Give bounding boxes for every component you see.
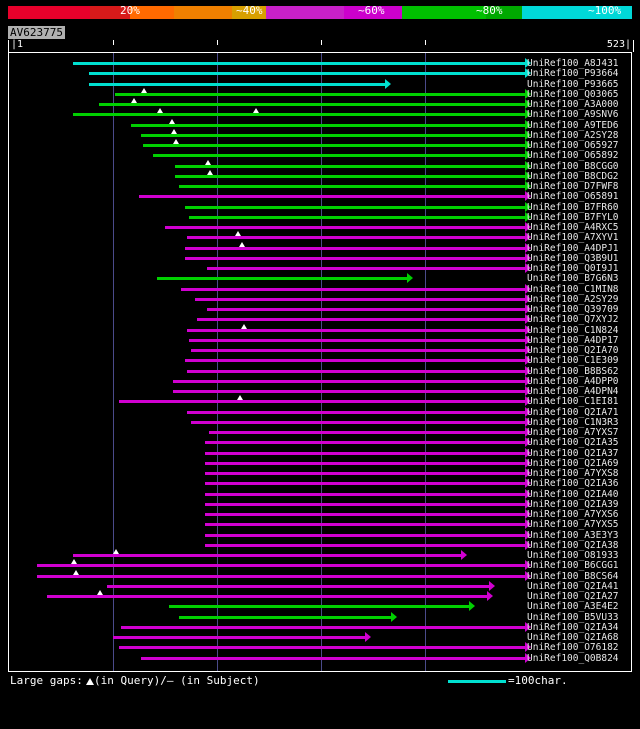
hit-label[interactable]: UniRef100_C1EI81	[527, 396, 619, 408]
query-gap-icon	[73, 570, 79, 575]
alignment-bar[interactable]	[205, 493, 525, 496]
legend-label: ~80%	[476, 4, 503, 17]
alignment-bar[interactable]	[173, 380, 525, 383]
hit-label[interactable]: UniRef100_A7YXS5	[527, 519, 619, 531]
alignment-bar[interactable]	[191, 421, 525, 424]
legend-segment	[8, 6, 90, 19]
hit-label[interactable]: UniRef100_Q2IA71	[527, 406, 619, 418]
alignment-bar[interactable]	[89, 83, 385, 86]
alignment-bar[interactable]	[205, 513, 525, 516]
hit-label[interactable]: UniRef100_Q0I9J1	[527, 263, 619, 274]
alignment-bar[interactable]	[73, 113, 525, 116]
alignment-bar[interactable]	[121, 626, 525, 629]
alignment-arrow-icon	[469, 601, 475, 611]
ruler-start-label: |1	[11, 39, 24, 50]
hit-label[interactable]: UniRef100_C1N3R3	[527, 416, 619, 428]
hit-label[interactable]: UniRef100_C1N824	[527, 324, 619, 336]
alignment-bar[interactable]	[115, 93, 525, 96]
hit-label[interactable]: UniRef100_P93664	[527, 68, 619, 80]
hit-label[interactable]: UniRef100_A9TED6	[527, 119, 619, 131]
alignment-bar[interactable]	[205, 462, 525, 465]
alignment-bar[interactable]	[99, 103, 525, 106]
hit-label[interactable]: UniRef100_C1E309	[527, 355, 619, 367]
hit-label[interactable]: UniRef100_B7FR60	[527, 201, 619, 213]
hit-label[interactable]: UniRef100_Q2IA68	[527, 632, 619, 643]
alignment-bar[interactable]	[113, 636, 365, 639]
hit-label[interactable]: UniRef100_C1MIN8	[527, 283, 619, 295]
legend-label: 20%	[120, 4, 140, 17]
alignment-bar[interactable]	[187, 411, 525, 414]
alignment-bar[interactable]	[187, 236, 525, 239]
hit-label[interactable]: UniRef100_B8CS64	[527, 570, 619, 582]
alignment-bar[interactable]	[37, 564, 525, 567]
hit-label[interactable]: UniRef100_Q2IA34	[527, 621, 619, 633]
ruler-tick	[425, 40, 426, 45]
hit-label[interactable]: UniRef100_B8CGG0	[527, 160, 619, 172]
hit-label[interactable]: UniRef100_A3A000	[527, 99, 619, 110]
alignment-bar[interactable]	[205, 472, 525, 475]
alignment-bar[interactable]	[179, 185, 525, 188]
alignment-bar[interactable]	[165, 226, 525, 229]
large-gaps-label: Large gaps:	[10, 674, 83, 687]
alignment-bar[interactable]	[187, 329, 525, 332]
alignment-arrow-icon	[385, 79, 391, 89]
hit-label[interactable]: UniRef100_A3E3Y3	[527, 529, 619, 541]
alignment-bar[interactable]	[189, 339, 525, 342]
alignment-arrow-icon	[391, 612, 397, 622]
legend-label: ~100%	[588, 4, 622, 17]
alignment-bar[interactable]	[153, 154, 525, 157]
alignment-bar[interactable]	[47, 595, 487, 598]
footer-legend	[8, 674, 632, 690]
hit-label[interactable]: UniRef100_A4DPP0	[527, 375, 619, 387]
hit-label[interactable]: UniRef100_B8BS62	[527, 365, 619, 377]
alignment-bar[interactable]	[181, 288, 525, 291]
alignment-bar[interactable]	[141, 657, 525, 660]
alignment-bar[interactable]	[131, 124, 525, 127]
hit-label[interactable]: UniRef100_B5VU33	[527, 611, 619, 623]
alignment-bar[interactable]	[119, 400, 525, 403]
hit-label[interactable]: UniRef100_Q2IA40	[527, 488, 619, 500]
hit-label[interactable]: UniRef100_Q2IA41	[527, 580, 619, 592]
hit-label[interactable]: UniRef100_B6CGG1	[527, 560, 619, 572]
alignment-bar[interactable]	[205, 523, 525, 526]
query-gap-icon	[157, 108, 163, 113]
query-gap-icon	[241, 324, 247, 329]
alignment-arrow-icon	[407, 273, 413, 283]
query-gap-icon	[253, 108, 259, 113]
hit-label[interactable]: UniRef100_Q2IA36	[527, 478, 619, 490]
alignment-bar[interactable]	[89, 72, 525, 75]
alignment-bar[interactable]	[205, 452, 525, 455]
query-gap-icon	[131, 98, 137, 103]
alignment-plot	[8, 52, 632, 672]
hit-label[interactable]: UniRef100_B7G6N3	[527, 273, 619, 285]
alignment-arrow-icon	[489, 581, 495, 591]
query-gap-icon	[169, 119, 175, 124]
hit-label[interactable]: UniRef100_Q2IA38	[527, 539, 619, 551]
hit-label[interactable]: UniRef100_A7YXS6	[527, 509, 619, 520]
hit-label[interactable]: UniRef100_A4DP17	[527, 334, 619, 346]
query-gap-icon	[207, 170, 213, 175]
scale-label: =100char.	[508, 674, 568, 687]
alignment-bar[interactable]	[191, 349, 525, 352]
alignment-bar[interactable]	[207, 308, 525, 311]
alignment-bar[interactable]	[143, 144, 525, 147]
alignment-bar[interactable]	[205, 544, 525, 547]
alignment-bar[interactable]	[119, 646, 525, 649]
query-ruler	[8, 40, 634, 52]
query-gap-icon	[173, 139, 179, 144]
query-gap-icon	[235, 231, 241, 236]
gap-triangle-icon	[86, 678, 94, 685]
alignment-bar[interactable]	[169, 605, 469, 608]
alignment-bar[interactable]	[173, 390, 525, 393]
hit-label[interactable]: UniRef100_Q2IA27	[527, 591, 619, 602]
legend-label: ~40%	[236, 4, 263, 17]
alignment-bar[interactable]	[139, 195, 525, 198]
hit-label[interactable]: UniRef100_Q2IA35	[527, 437, 619, 449]
ruler-end-label: 523|	[606, 39, 631, 50]
query-gap-icon	[113, 549, 119, 554]
hit-label[interactable]: UniRef100_A4DPN4	[527, 386, 619, 397]
hit-label[interactable]: UniRef100_Q2IA39	[527, 498, 619, 510]
hit-label[interactable]: UniRef100_A2SY28	[527, 129, 619, 141]
alignment-bar[interactable]	[37, 575, 525, 578]
query-gap-icon	[141, 88, 147, 93]
ruler-tick	[113, 40, 114, 45]
hit-label[interactable]: UniRef100_A3E4E2	[527, 601, 619, 613]
hit-label[interactable]: UniRef100_O81933	[527, 550, 619, 561]
alignment-bar[interactable]	[209, 431, 525, 434]
hit-label[interactable]: UniRef100_A8J431	[527, 58, 619, 69]
hit-label[interactable]: UniRef100_P93665	[527, 78, 619, 90]
hit-label[interactable]: UniRef100_A7YXS8	[527, 468, 619, 479]
hit-label[interactable]: UniRef100_Q03065	[527, 88, 619, 100]
hit-label[interactable]: UniRef100_A4RXC5	[527, 222, 619, 233]
query-gap-icon	[205, 160, 211, 165]
identity-legend	[8, 6, 632, 22]
alignment-bar[interactable]	[205, 503, 525, 506]
hit-label[interactable]: UniRef100_B7FYL0	[527, 211, 619, 223]
query-gap-icon	[71, 559, 77, 564]
alignment-bar[interactable]	[157, 277, 407, 280]
query-name: AV623775	[10, 26, 63, 39]
alignment-bar[interactable]	[197, 318, 525, 321]
legend-segment	[266, 6, 344, 19]
large-gaps-legend-text: (in Query)/– (in Subject)	[94, 674, 260, 687]
hit-label[interactable]: UniRef100_B8CDG2	[527, 170, 619, 182]
ruler-tick	[217, 40, 218, 45]
hit-label[interactable]: UniRef100_O76182	[527, 642, 619, 654]
alignment-bar[interactable]	[185, 247, 525, 250]
query-gap-icon	[237, 395, 243, 400]
legend-segment	[174, 6, 232, 19]
alignment-bar[interactable]	[205, 482, 525, 485]
hit-label[interactable]: UniRef100_Q7XYJ2	[527, 314, 619, 326]
alignment-bar[interactable]	[141, 134, 525, 137]
alignment-bar[interactable]	[185, 257, 525, 260]
hit-label[interactable]: UniRef100_A4DPJ1	[527, 242, 619, 254]
alignment-arrow-icon	[487, 591, 493, 601]
alignment-bar[interactable]	[207, 267, 525, 270]
hit-label[interactable]: UniRef100_A7YXS7	[527, 427, 619, 438]
alignment-bar[interactable]	[205, 441, 525, 444]
alignment-bar[interactable]	[205, 534, 525, 537]
alignment-row[interactable]	[9, 653, 631, 664]
alignment-bar[interactable]	[185, 206, 525, 209]
alignment-bar[interactable]	[73, 62, 525, 65]
query-gap-icon	[239, 242, 245, 247]
query-gap-icon	[97, 590, 103, 595]
alignment-arrow-icon	[461, 550, 467, 560]
hit-label[interactable]: UniRef100_O65892	[527, 150, 619, 162]
alignment-bar[interactable]	[175, 165, 525, 168]
hit-label[interactable]: UniRef100_O65891	[527, 191, 619, 203]
ruler-tick	[321, 40, 322, 45]
alignment-bar[interactable]	[189, 216, 525, 219]
hit-label[interactable]: UniRef100_A7XYV1	[527, 232, 619, 244]
hit-label[interactable]: UniRef100_Q3B9U1	[527, 252, 619, 264]
hit-label[interactable]: UniRef100_Q0B824	[527, 652, 619, 664]
legend-segment	[402, 6, 486, 19]
scale-bar	[448, 680, 506, 683]
legend-label: ~60%	[358, 4, 385, 17]
hit-label[interactable]: UniRef100_Q39709	[527, 304, 619, 315]
alignment-bar[interactable]	[185, 359, 525, 362]
hit-label[interactable]: UniRef100_A2SY29	[527, 293, 619, 305]
alignment-bar[interactable]	[187, 370, 525, 373]
alignment-bar[interactable]	[179, 616, 391, 619]
hit-label[interactable]: UniRef100_Q2IA70	[527, 345, 619, 356]
hit-label[interactable]: UniRef100_Q2IA37	[527, 447, 619, 459]
hit-label[interactable]: UniRef100_O65927	[527, 140, 619, 151]
alignment-bar[interactable]	[175, 175, 525, 178]
alignment-bar[interactable]	[107, 585, 489, 588]
hit-label[interactable]: UniRef100_D7FWF8	[527, 181, 619, 192]
alignment-bar[interactable]	[195, 298, 525, 301]
query-gap-icon	[171, 129, 177, 134]
alignment-arrow-icon	[365, 632, 371, 642]
hit-label[interactable]: UniRef100_Q2IA69	[527, 457, 619, 469]
hit-label[interactable]: UniRef100_A9SNV6	[527, 109, 619, 121]
alignment-bar[interactable]	[73, 554, 461, 557]
